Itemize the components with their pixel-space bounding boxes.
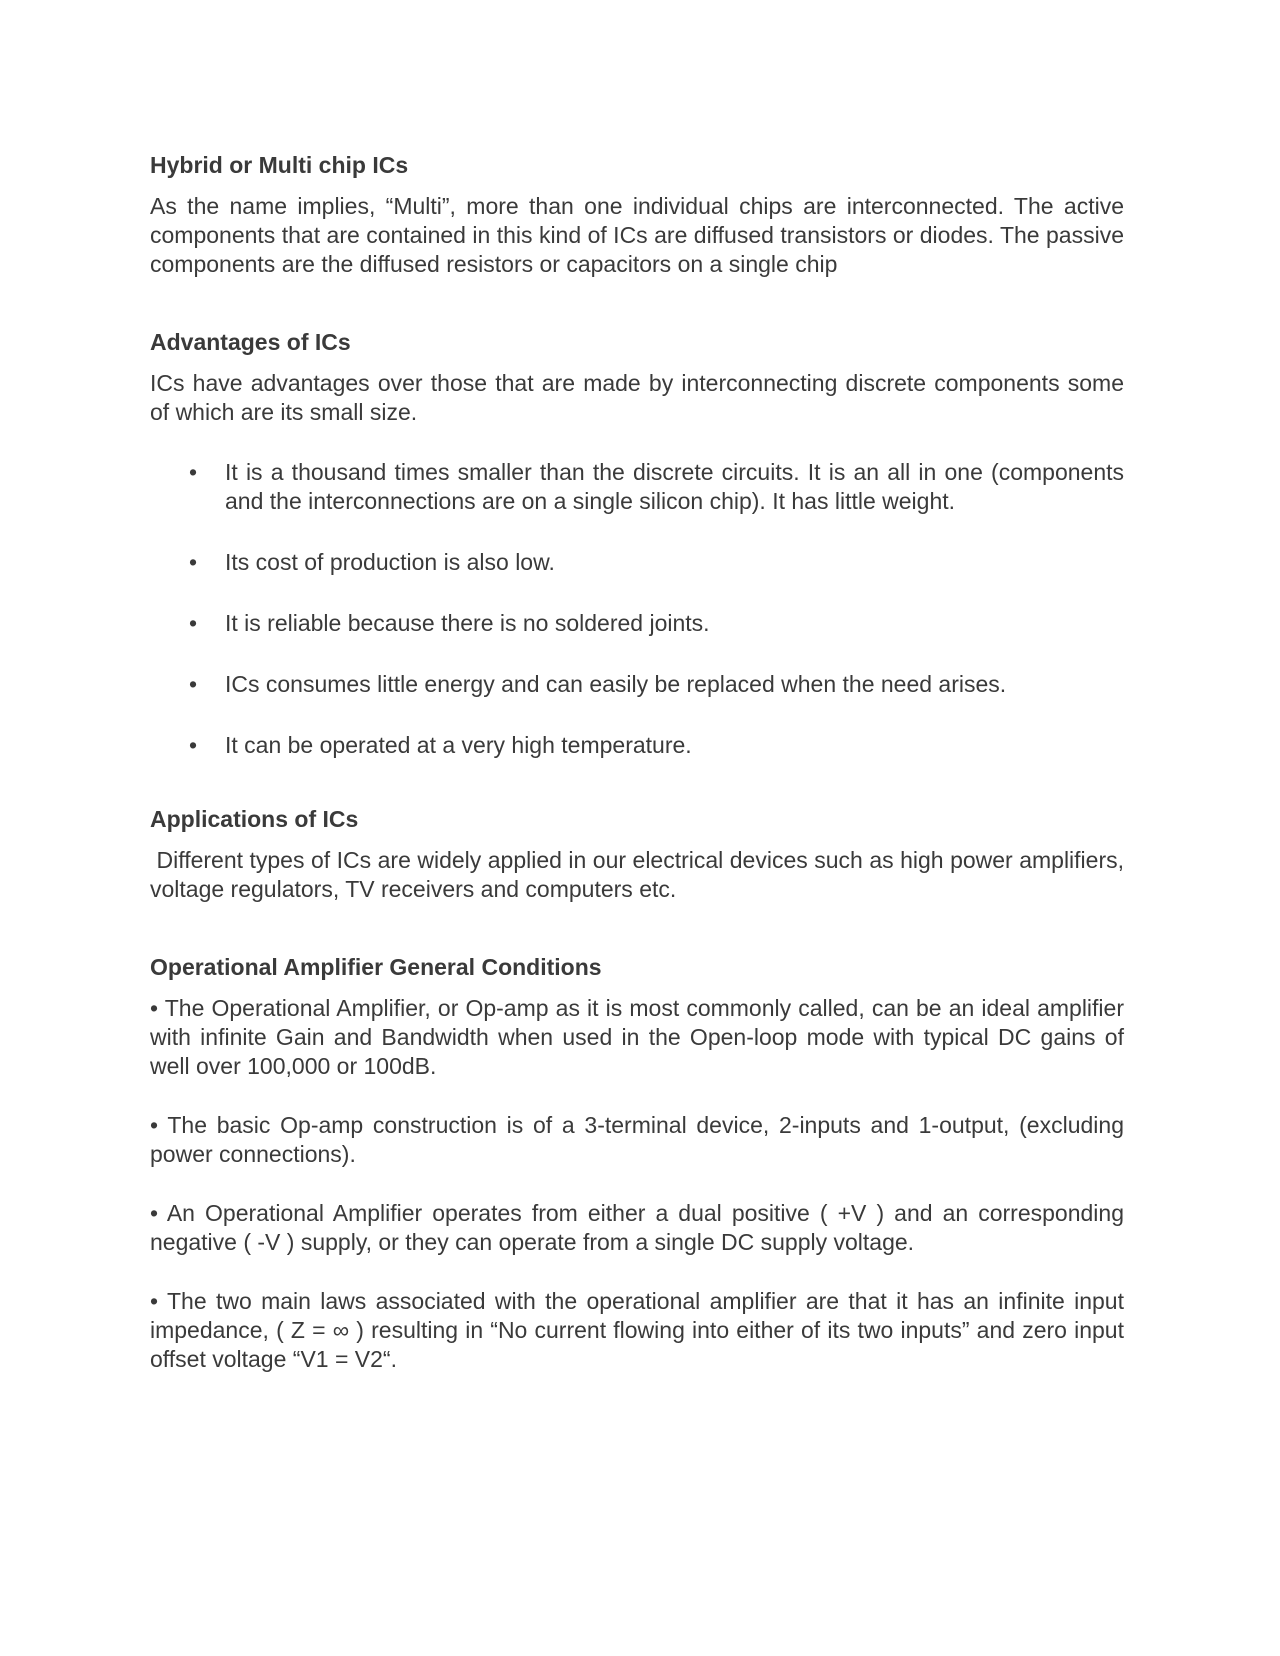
bullet-icon: •	[189, 610, 198, 636]
list-item-text: ICs consumes little energy and can easily be replaced when the need arises.	[225, 671, 1007, 697]
list-item	[150, 670, 1124, 699]
advantages-paragraph: ICs have advantages over those that are made by interconnecting discrete components some of which are its small size.	[150, 370, 1124, 425]
bullet-icon: •	[189, 671, 198, 697]
opamp-item: • The Operational Amplifier, or Op-amp as it is most commonly called, can be an ideal amplifier with infinite Gain and Bandwidth when used in the Open-loop mode with typical DC gains of well over 100,000 or 100dB.	[150, 995, 1124, 1079]
list-item	[150, 458, 1124, 516]
opamp-list	[150, 994, 1124, 1374]
advantages-heading: Advantages of ICs	[150, 329, 351, 355]
list-item-text: Its cost of production is also low.	[225, 549, 555, 575]
applications-heading: Applications of ICs	[150, 806, 359, 832]
bullet-icon: •	[189, 549, 198, 575]
opamp-item: • The two main laws associated with the operational amplifier are that it has an infinite input impedance, ( Z = ∞ ) resulting in “No current flowing into either of its two inputs” and zero input offset voltage “V1 = V2“.	[150, 1288, 1124, 1372]
list-item	[150, 731, 1124, 760]
advantages-list	[150, 458, 1124, 760]
applications-paragraph: Different types of ICs are widely applied in our electrical devices such as high power amplifiers, voltage regulators, TV receivers and computers etc.	[150, 847, 1131, 902]
bullet-icon: •	[189, 459, 198, 485]
opamp-heading: Operational Amplifier General Conditions	[150, 954, 602, 980]
opamp-item: • An Operational Amplifier operates from either a dual positive ( +V ) and an corresponding negative ( -V ) supply, or they can operate from a single DC supply voltage.	[150, 1200, 1124, 1255]
opamp-item: • The basic Op-amp construction is of a 3-terminal device, 2-inputs and 1-output, (excluding power connections).	[150, 1112, 1124, 1167]
list-item-text: It is reliable because there is no soldered joints.	[225, 610, 710, 636]
hybrid-heading: Hybrid or Multi chip ICs	[150, 152, 409, 178]
hybrid-paragraph: As the name implies, “Multi”, more than one individual chips are interconnected. The active components that are contained in this kind of ICs are diffused transistors or diodes. The passive components are the diffused resistors or capacitors on a single chip	[150, 193, 1124, 277]
list-item	[150, 609, 1124, 638]
list-item-text: It is a thousand times smaller than the discrete circuits. It is an all in one (components and the interconnections are on a single silicon chip). It has little weight.	[225, 459, 1124, 514]
list-item-text: It can be operated at a very high temperature.	[225, 732, 692, 758]
bullet-icon: •	[189, 732, 198, 758]
document-page	[150, 150, 1131, 1374]
list-item	[150, 548, 1124, 577]
